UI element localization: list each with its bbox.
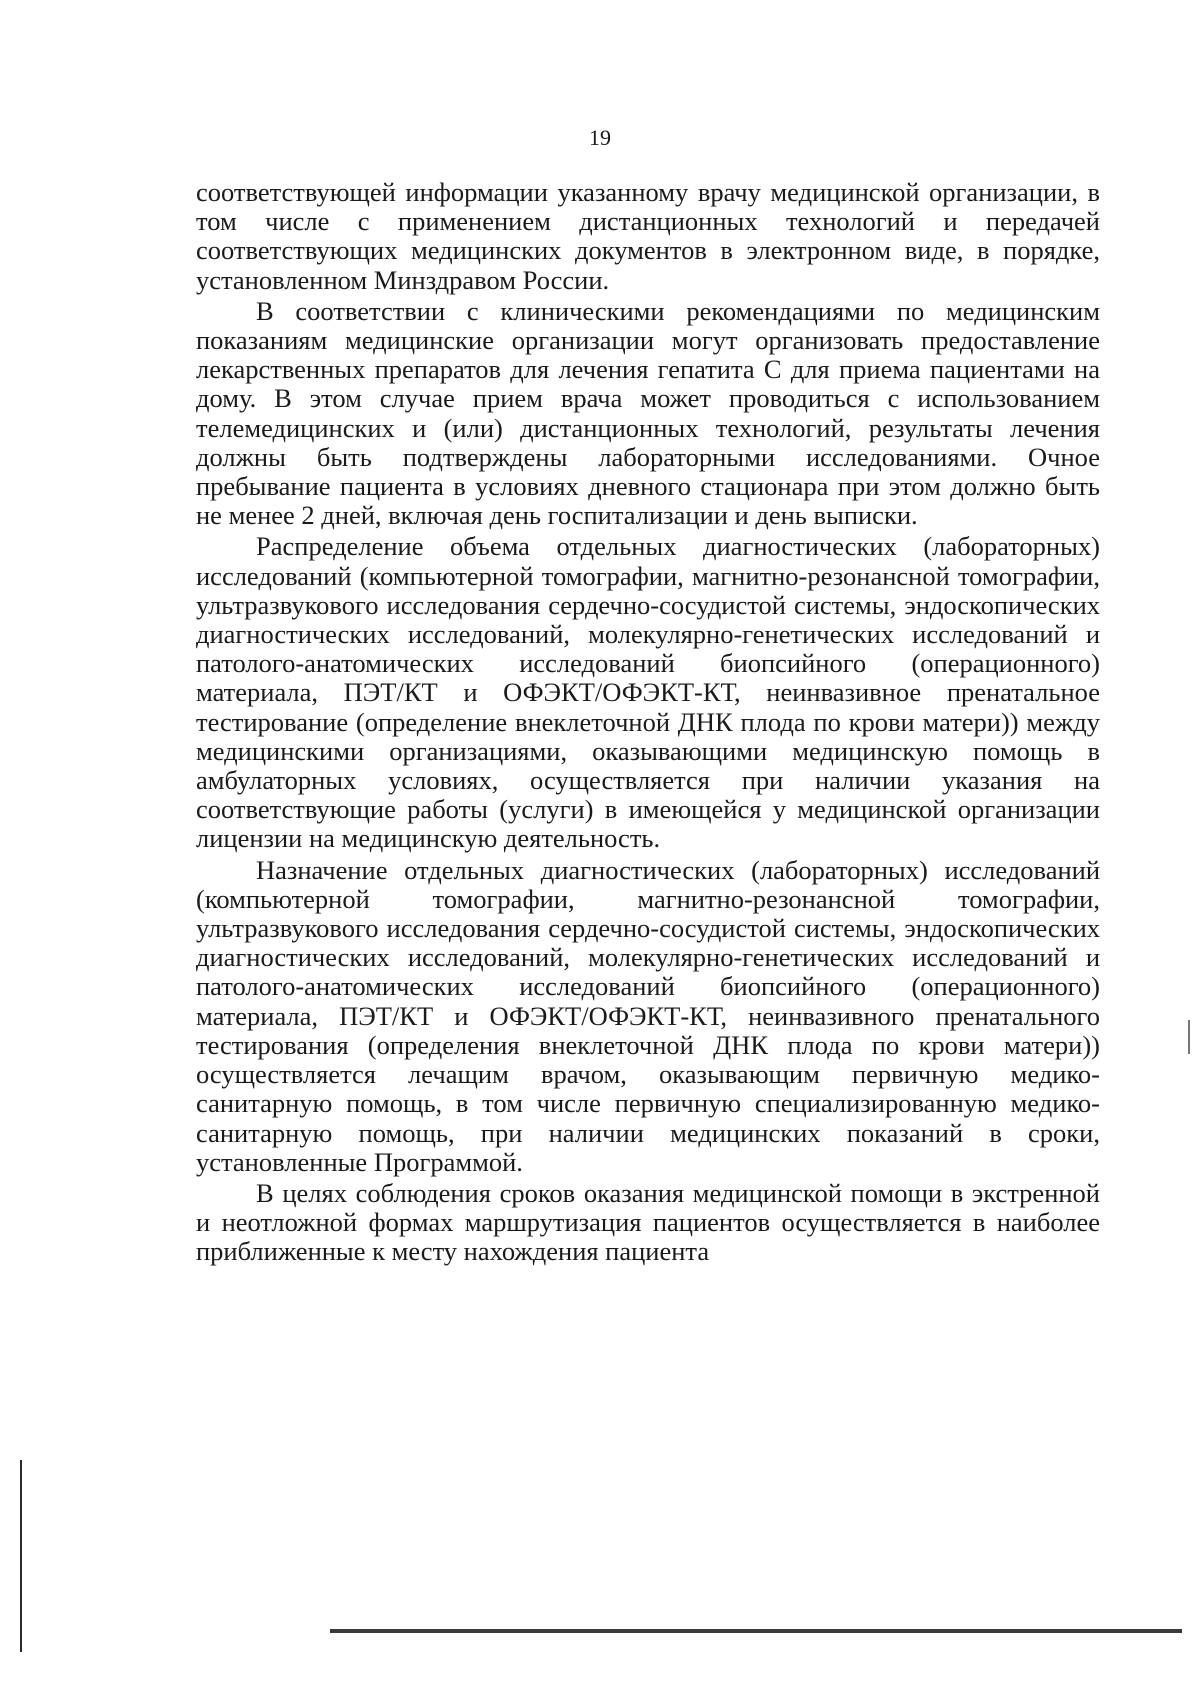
footer-rule bbox=[330, 1629, 1182, 1633]
page-number: 19 bbox=[589, 125, 611, 150]
margin-scan-line bbox=[20, 1460, 22, 1652]
paragraph-assignment: Назначение отдельных диагностических (лабораторных) исследований (компьютерной томографии, магнитно-резонансной томографии, ультразвукового исследования сердечно-сосудистой системы, эндоскопических диагностических исследований, молекулярно-генетических исследований и патолого-анатомических исследований биопсийного (операционного) материала, ПЭТ/КТ и ОФЭКТ/ОФЭКТ-КТ, неинвазивного пренатального тестирования (определения внеклеточной ДНК плода по крови матери)) осуществляется лечащим врачом, оказывающим первичную медико-санитарную помощь, в том числе первичную специализированную медико-санитарную помощь, при наличии медицинских показаний в сроки, установленные Программой. bbox=[196, 854, 1100, 1177]
paragraph-distribution: Распределение объема отдельных диагностических (лабораторных) исследований (компьютерной томографии, магнитно-резонансной томографии, ультразвукового исследования сердечно-сосудистой системы, эндоскопических диагностических исследований, молекулярно-генетических исследований и патолого-анатомических исследований биопсийного (операционного) материала, ПЭТ/КТ и ОФЭКТ/ОФЭКТ-КТ, неинвазивное пренатальное тестирование (определение внеклеточной ДНК плода по крови матери)) между медицинскими организациями, оказывающими медицинскую помощь в амбулаторных условиях, осуществляется при наличии указания на соответствующие работы (услуги) в имеющейся у медицинской организации лицензии на медицинскую деятельность. bbox=[196, 531, 1100, 854]
scan-artifact-mark bbox=[1188, 1020, 1190, 1054]
paragraph-hepatitis-c: В соответствии с клиническими рекомендациями по медицинским показаниям медицинские организации могут организовать предоставление лекарственных препаратов для лечения гепатита С для приема пациентами на дому. В этом случае прием врача может проводиться с использованием телемедицинских и (или) дистанционных технологий, результаты лечения должны быть подтверждены лабораторными исследованиями. Очное пребывание пациента в условиях дневного стационара при этом должно быть не менее 2 дней, включая день госпитализации и день выписки. bbox=[196, 295, 1100, 531]
document-body bbox=[196, 178, 1100, 1267]
paragraph-continuation: соответствующей информации указанному врачу медицинской организации, в том числе с применением дистанционных технологий и передачей соответствующих медицинских документов в электронном виде, в порядке, установленном Минздравом России. bbox=[196, 177, 1100, 295]
paragraph-routing: В целях соблюдения сроков оказания медицинской помощи в экстренной и неотложной формах маршрутизация пациентов осуществляется в наиболее приближенные к месту нахождения пациента bbox=[196, 1177, 1100, 1267]
